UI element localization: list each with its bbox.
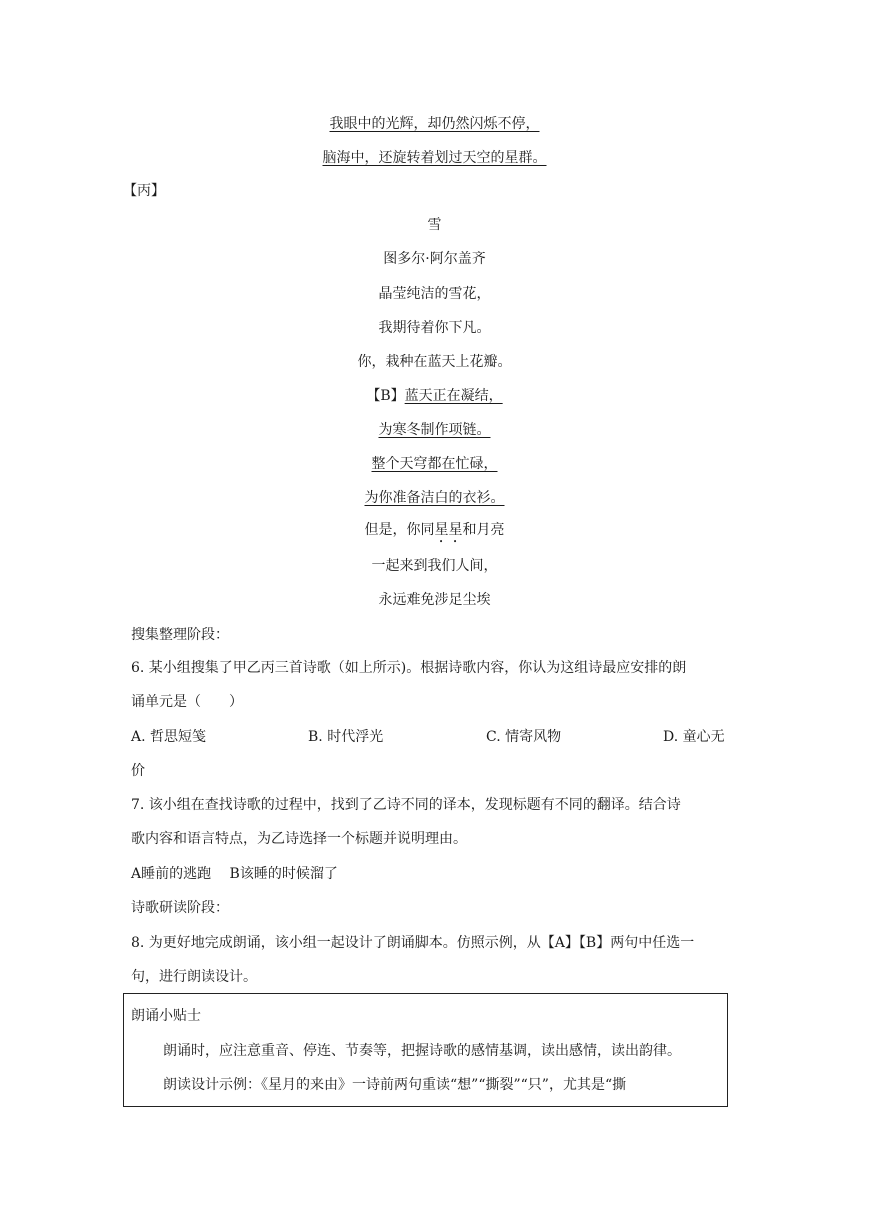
line-but-pre: 但是，你同: [364, 522, 435, 538]
q6-option-a: A. 哲思短笺: [131, 729, 207, 745]
poem-bing-b-line-2-text: 为寒冬制作项链。: [378, 422, 491, 438]
poem-yi-line-1: [0, 114, 869, 134]
poem-bing-line-2: 我期待着你下凡。: [378, 320, 491, 336]
q6-text-2: 诵单元是（ ）: [131, 694, 243, 710]
tips-paragraph-2: 朗读设计示例：《星月的来由》一诗前两句重读“想”“撕裂”“只”，尤其是“撕: [163, 1077, 627, 1093]
q8-text-2: 句，进行朗读设计。: [131, 969, 257, 985]
poem-bing-marker: 【丙】: [123, 183, 165, 199]
poem-yi-line-2: [0, 148, 869, 168]
poem-bing-b-line-4-text: 为你准备洁白的衣衫。: [364, 490, 505, 506]
poem-bing-b-line-1: [0, 386, 869, 406]
poem-bing-line-3: 你，栽种在蓝天上花瓣。: [357, 354, 512, 370]
q6-option-d: D. 童心无: [663, 729, 725, 745]
poem-bing-b-line-4: [0, 488, 869, 508]
q7-text-1: 7. 该小组在查找诗歌的过程中，找到了乙诗不同的译本，发现标题有不同的翻译。结合诗: [131, 797, 681, 813]
line-but-dotted: 星星: [434, 522, 463, 538]
poem-bing-b-line-3: [0, 454, 869, 474]
poem-bing-title: 雪: [427, 217, 442, 233]
stage-collect-heading: 搜集整理阶段：: [131, 627, 229, 643]
q6-option-d-wrap: 价: [131, 763, 145, 779]
q6-option-b: B. 时代浮光: [308, 729, 384, 745]
q6-text-1: 6. 某小组搜集了甲乙丙三首诗歌（如上所示)。根据诗歌内容，你认为这组诗最应安排的朗: [131, 660, 687, 676]
poem-bing-b-line-2: [0, 420, 869, 440]
q7-choices: A睡前的逃跑 B该睡的时候溜了: [131, 866, 338, 882]
poem-yi-line-2-text: 脑海中，还旋转着划过天空的星群。: [322, 150, 547, 166]
poem-bing-author: 图多尔·阿尔盖齐: [383, 251, 486, 267]
marker-b: 【B】: [366, 388, 405, 404]
poem-bing-b-line-3-text: 整个天穹都在忙碌，: [371, 456, 498, 472]
poem-bing-line-but: [0, 520, 869, 546]
q6-option-c: C. 情寄风物: [486, 729, 562, 745]
poem-bing-line-dust: 永远难免涉足尘埃: [378, 592, 491, 608]
stage-study-heading: 诗歌研读阶段：: [131, 900, 229, 916]
tips-paragraph-1: 朗诵时，应注意重音、停连、节奏等，把握诗歌的感情基调，读出感情，读出韵律。: [163, 1043, 681, 1059]
poem-bing-b-line-1-text: 蓝天正在凝结，: [404, 388, 503, 404]
q7-text-2: 歌内容和语言特点，为乙诗选择一个标题并说明理由。: [131, 831, 467, 847]
q8-text-1: 8. 为更好地完成朗诵，该小组一起设计了朗诵脚本。仿照示例，从【A】【B】两句中任选一: [131, 935, 695, 951]
poem-bing-line-1: 晶莹纯洁的雪花，: [378, 286, 491, 302]
poem-bing-line-together: 一起来到我们人间，: [371, 558, 498, 574]
tips-title: 朗诵小贴士: [131, 1008, 201, 1024]
poem-yi-line-1-text: 我眼中的光辉，却仍然闪烁不停，: [329, 116, 540, 132]
line-but-post: 和月亮: [462, 522, 505, 538]
